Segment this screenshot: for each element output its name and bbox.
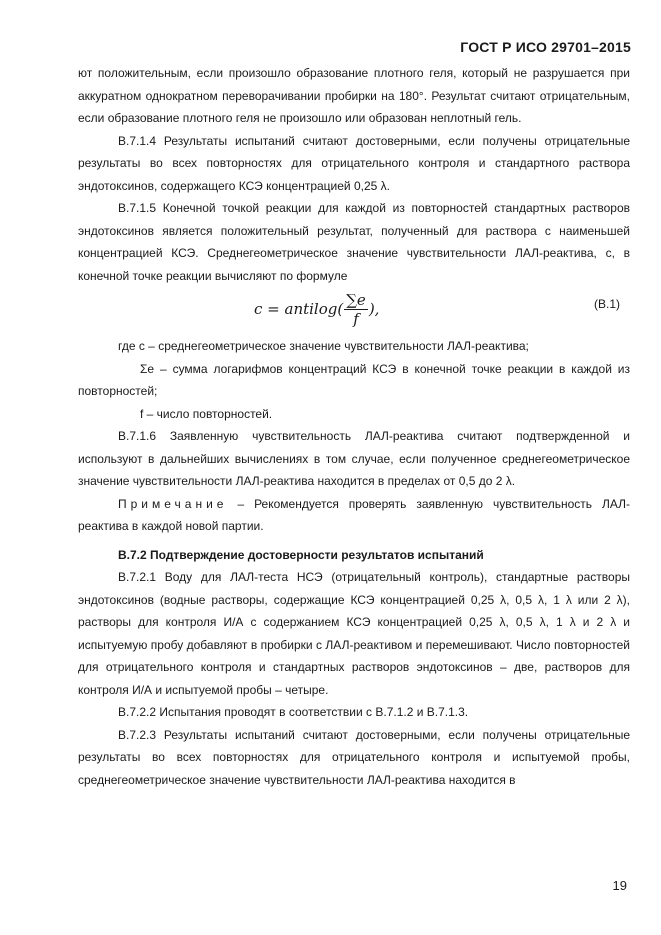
note	[78, 493, 630, 538]
page-body	[78, 62, 630, 791]
paragraph: В.7.2.1 Воду для ЛАЛ-теста НСЭ (отрицательный контроль), стандартные растворы эндотоксинов (водные растворы, содержащие КСЭ концентрацией 0,25 λ, 0,5 λ, 1 λ или 2 λ), растворы для контроля И/А с содержанием КСЭ концентрацией 0,25 λ, 0,5 λ, 1 λ и 2 λ и испытуемую пробу добавляют в пробирки с ЛАЛ-реактивом и перемешивают. Число повторностей для отрицательного контроля и стандартных растворов эндотоксинов – две, растворов для контроля И/А и испытуемой пробы – четыре.	[78, 570, 630, 697]
section-heading: В.7.2 Подтверждение достоверности результатов испытаний	[118, 547, 484, 562]
paragraph: В.7.1.6 Заявленную чувствительность ЛАЛ-реактива считают подтвержденной и используют в дальнейших вычислениях в том случае, если полученное среднегеометрическое значение чувствительности ЛАЛ-реактива находится в пределах от 0,5 до 2 λ.	[78, 429, 630, 488]
paragraph: ют положительным, если произошло образование плотного геля, который не разрушается при аккуратном однократном переворачивании пробирки на 180°. Результат считают отрицательным, если образование плотного геля не произошло или образован неплотный гель.	[78, 66, 630, 125]
formula-denominator: f	[353, 310, 359, 328]
note-label: Примечание	[118, 496, 228, 511]
formula-rhs: ),	[368, 300, 380, 319]
paragraph: В.7.1.5 Конечной точкой реакции для каждой из повторностей стандартных растворов эндотоксинов является положительный результат, полученный для раствора с наименьшей концентрацией КСЭ. Среднегеометрическое значение чувствительности ЛАЛ-реактива, с, в конечной точке реакции вычисляют по формуле	[78, 201, 630, 283]
paragraph: Σe – сумма логарифмов концентраций КСЭ в конечной точке реакции в каждой из повторностей;	[78, 361, 630, 398]
note-text: – Рекомендуется проверять заявленную чувствительность ЛАЛ-реактива в каждой новой партии.	[78, 496, 630, 533]
formula-fraction	[344, 291, 368, 328]
formula-expression	[254, 291, 379, 328]
formula-number: (В.1)	[593, 297, 620, 311]
paragraph: f – число повторностей.	[140, 406, 273, 421]
formula-b1	[78, 287, 630, 335]
paragraph: В.7.2.2 Испытания проводят в соответствии с В.7.1.2 и В.7.1.3.	[118, 705, 469, 719]
paragraph: В.7.2.3 Результаты испытаний считают достоверными, если получены отрицательные результаты во всех повторностях для отрицательного контроля и испытуемой пробы, среднегеометрическое значение чувствительности ЛАЛ-реактива находится в	[78, 727, 630, 787]
paragraph: В.7.1.4 Результаты испытаний считают достоверными, если получены отрицательные результаты во всех повторностях для отрицательного контроля и стандартного раствора эндотоксинов, содержащего КСЭ концентрацией 0,25 λ.	[78, 133, 630, 193]
paragraph: где с – среднегеометрическое значение чувствительности ЛАЛ-реактива;	[118, 339, 529, 353]
standard-title: ГОСТ Р ИСО 29701–2015	[460, 39, 631, 55]
page-number: 19	[612, 878, 627, 893]
formula-numerator: ∑e	[346, 291, 366, 309]
formula-lhs: c = antilog(	[254, 300, 344, 319]
